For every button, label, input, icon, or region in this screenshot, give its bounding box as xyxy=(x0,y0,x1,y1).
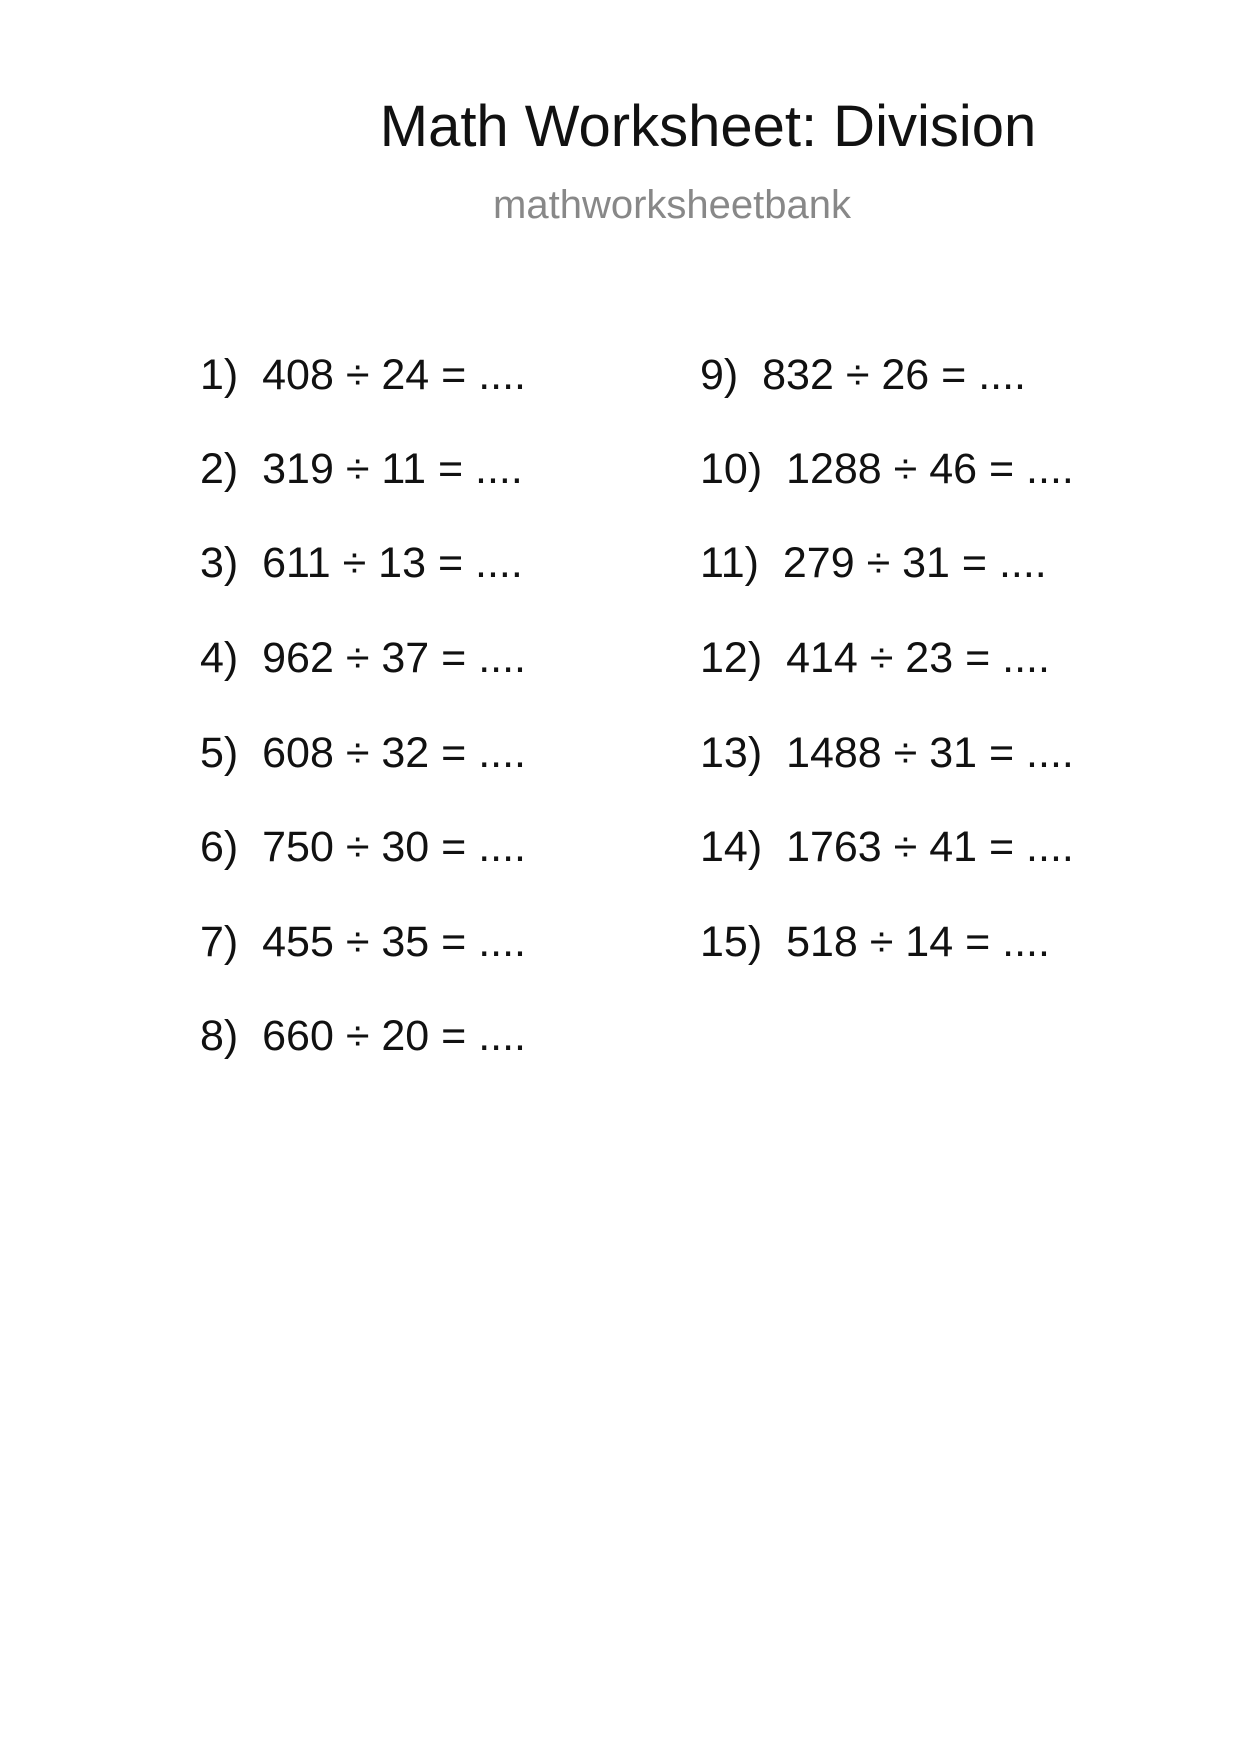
problem-5 xyxy=(200,729,526,777)
problem-number: 2) xyxy=(200,445,239,493)
problem-2 xyxy=(200,445,523,493)
problem-expression: 832 ÷ 26 = .... xyxy=(762,351,1026,399)
problem-1 xyxy=(200,351,526,399)
problem-expression: 279 ÷ 31 = .... xyxy=(782,539,1047,587)
problem-number: 3) xyxy=(200,539,239,587)
problem-expression: 660 ÷ 20 = .... xyxy=(262,1012,526,1060)
problem-14 xyxy=(700,823,1074,871)
problem-expression: 611 ÷ 13 = .... xyxy=(262,539,523,587)
problem-expression: 1763 ÷ 41 = .... xyxy=(786,823,1074,871)
problem-number: 9) xyxy=(700,351,739,399)
problem-number: 4) xyxy=(200,634,239,682)
problem-expression: 319 ÷ 11 = .... xyxy=(262,445,523,493)
problem-4 xyxy=(200,634,526,682)
problem-number: 14) xyxy=(700,823,763,871)
problem-expression: 750 ÷ 30 = .... xyxy=(262,823,526,871)
problem-number: 12) xyxy=(700,634,763,682)
problem-7 xyxy=(200,918,526,966)
problem-expression: 962 ÷ 37 = .... xyxy=(262,634,526,682)
problem-number: 11) xyxy=(700,539,759,587)
problem-9 xyxy=(700,351,1026,399)
problem-11 xyxy=(700,539,1047,587)
problem-expression: 608 ÷ 32 = .... xyxy=(262,729,526,777)
problem-number: 15) xyxy=(700,918,763,966)
problem-number: 6) xyxy=(200,823,239,871)
worksheet-title: Math Worksheet: Division xyxy=(379,94,1037,159)
problem-expression: 518 ÷ 14 = .... xyxy=(786,918,1050,966)
problem-3 xyxy=(200,539,523,587)
problem-number: 13) xyxy=(700,729,763,777)
problem-6 xyxy=(200,823,526,871)
problem-number: 7) xyxy=(200,918,239,966)
problem-expression: 408 ÷ 24 = .... xyxy=(262,351,526,399)
problem-12 xyxy=(700,634,1050,682)
problem-10 xyxy=(700,445,1074,493)
problem-13 xyxy=(700,729,1074,777)
problem-expression: 1488 ÷ 31 = .... xyxy=(786,729,1074,777)
problem-expression: 455 ÷ 35 = .... xyxy=(262,918,526,966)
problem-expression: 1288 ÷ 46 = .... xyxy=(786,445,1074,493)
problem-15 xyxy=(700,918,1050,966)
worksheet-subtitle: mathworksheetbank xyxy=(493,183,851,227)
problem-number: 5) xyxy=(200,729,239,777)
problem-number: 10) xyxy=(700,445,763,493)
problem-expression: 414 ÷ 23 = .... xyxy=(786,634,1050,682)
problem-number: 1) xyxy=(200,351,239,399)
problem-number: 8) xyxy=(200,1012,239,1060)
problem-8 xyxy=(200,1012,526,1060)
